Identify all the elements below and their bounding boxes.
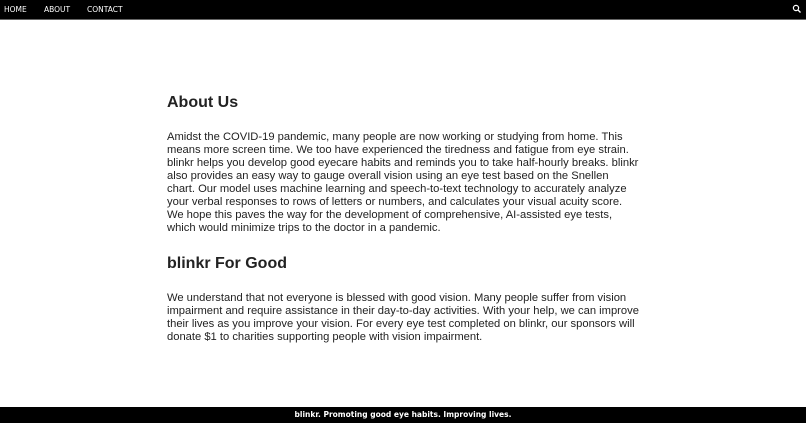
search-icon[interactable] — [792, 4, 802, 14]
nav-contact[interactable]: CONTACT — [87, 5, 123, 14]
nav-home[interactable]: HOME — [4, 5, 27, 14]
top-navbar — [0, 0, 806, 20]
footer: blinkr. Promoting good eye habits. Improving lives. — [0, 407, 806, 423]
good-paragraph: We understand that not everyone is blessed with good vision. Many people suffer from vision impairment and require assistance in their day-to-day activities. With your help, we can improve their lives as you improve your vision. For every eye test completed on blinkr, our sponsors will donate $1 to charities supporting people with vision impairment. — [167, 292, 639, 343]
nav-about[interactable]: ABOUT — [44, 5, 71, 14]
about-paragraph: Amidst the COVID-19 pandemic, many people are now working or studying from home. This means more screen time. We too have experienced the tiredness and fatigue from eye strain. blinkr helps you develop good eyecare habits and reminds you to take half-hourly breaks. blinkr also provides an easy way to gauge overall vision using an eye test based on the Snellen chart. Our model uses machine learning and speech-to-text technology to accurately analyze your verbal responses to rows of letters or numbers, and calculates your visual acuity score. We hope this paves the way for the development of comprehensive, AI-assisted eye tests, which would minimize trips to the doctor in a pandemic. — [167, 131, 639, 234]
good-heading: blinkr For Good — [167, 255, 287, 272]
about-heading: About Us — [167, 94, 239, 111]
